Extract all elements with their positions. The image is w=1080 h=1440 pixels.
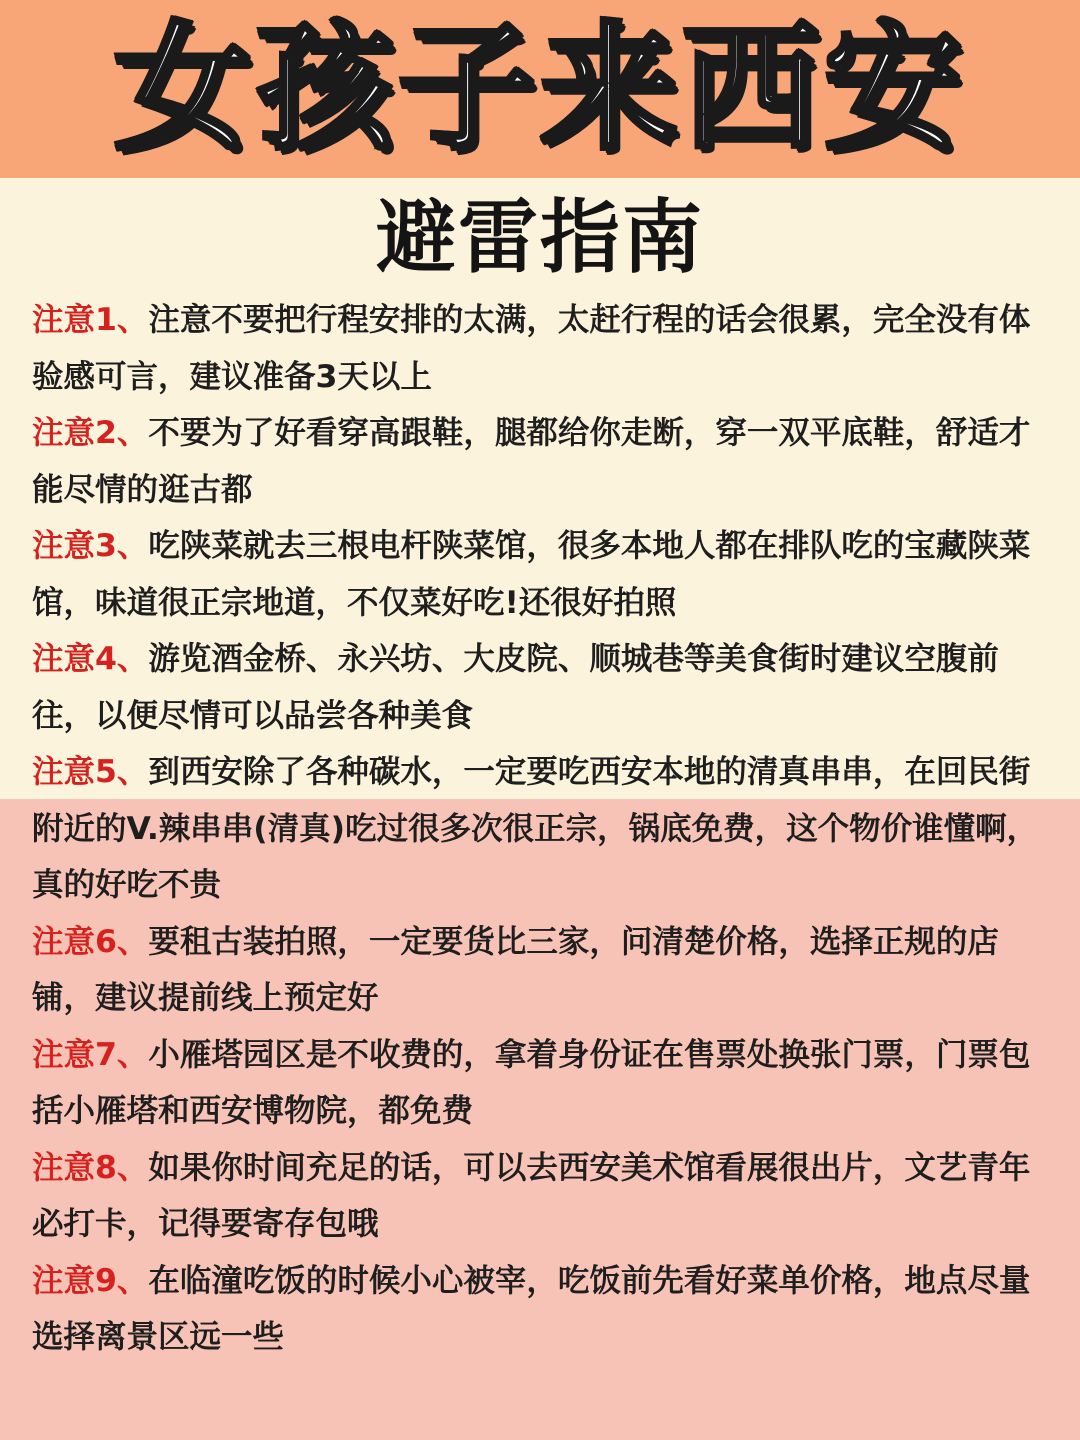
tip-label: 注意9、 <box>32 1262 149 1299</box>
tip-label: 注意5、 <box>32 754 149 790</box>
tip-label: 注意8、 <box>32 1149 149 1186</box>
tip-text: 到西安除了各种碳水，一定要吃西安本地的清真串串，在回民街附近的V.辣串串(清真)吃过很多次很正宗，锅底免费，这个物价谁懂啊，真的好吃不贵 <box>32 754 1039 903</box>
tip-item-6 <box>32 914 1052 1027</box>
tip-item-4 <box>32 631 1052 744</box>
tip-label: 注意2、 <box>32 415 149 451</box>
tip-item-7 <box>32 1027 1052 1140</box>
tip-item-3 <box>32 518 1052 631</box>
tip-item-2 <box>32 405 1052 518</box>
tip-text: 小雁塔园区是不收费的，拿着身份证在售票处换张门票，门票包括小雁塔和西安博物院，都免费 <box>32 1036 1031 1129</box>
tip-text: 不要为了好看穿高跟鞋，腿都给你走断，穿一双平底鞋，舒适才能尽情的逛古都 <box>32 415 1031 508</box>
page-subtitle: 避雷指南 <box>376 191 704 284</box>
tip-item-8 <box>32 1140 1052 1253</box>
tip-label: 注意6、 <box>32 923 149 960</box>
tip-label: 注意3、 <box>32 528 149 564</box>
tip-item-1 <box>32 292 1052 405</box>
title-banner <box>0 0 1080 178</box>
tip-label: 注意4、 <box>32 641 149 677</box>
tip-text: 要租古装拍照，一定要货比三家，问清楚价格，选择正规的店铺，建议提前线上预定好 <box>32 923 999 1016</box>
tip-text: 注意不要把行程安排的太满，太赶行程的话会很累，完全没有体验感可言，建议准备3天以上 <box>32 302 1031 395</box>
tip-text: 游览酒金桥、永兴坊、大皮院、顺城巷等美食街时建议空腹前往，以便尽情可以品尝各种美食 <box>32 641 999 734</box>
page-title: 女孩子来西安 <box>113 8 966 169</box>
tip-label: 注意1、 <box>32 302 149 338</box>
tip-item-9 <box>32 1253 1052 1366</box>
tip-item-5 <box>32 744 1052 914</box>
tip-text: 吃陕菜就去三根电杆陕菜馆，很多本地人都在排队吃的宝藏陕菜馆，味道很正宗地道，不仅菜好吃!还很好拍照 <box>32 528 1031 621</box>
tips-list <box>32 292 1052 1366</box>
tip-label: 注意7、 <box>32 1036 149 1073</box>
tip-text: 如果你时间充足的话，可以去西安美术馆看展很出片，文艺青年必打卡，记得要寄存包哦 <box>32 1149 1031 1242</box>
tip-text: 在临潼吃饭的时候小心被宰，吃饭前先看好菜单价格，地点尽量选择离景区远一些 <box>32 1262 1031 1355</box>
